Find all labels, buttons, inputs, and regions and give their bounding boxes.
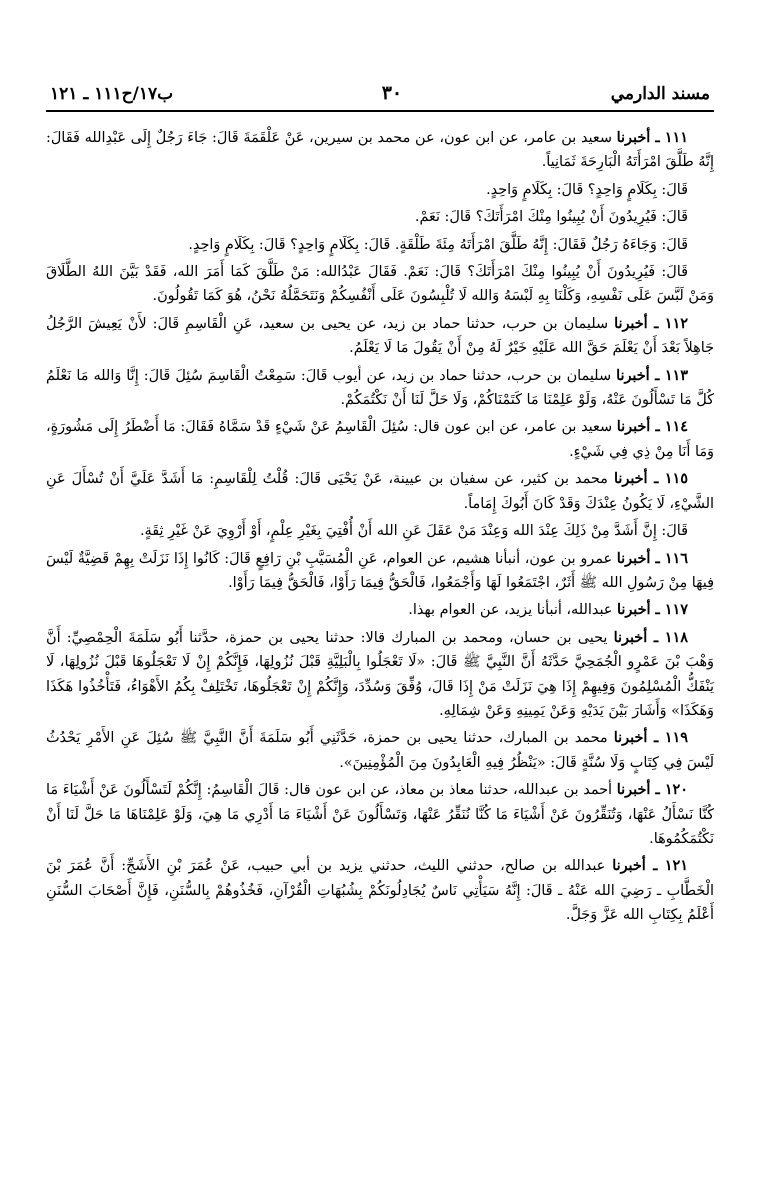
hadith-lead: أخبرنا	[616, 781, 651, 799]
hadith-lead: أخبرنا	[613, 729, 648, 747]
page-body	[46, 126, 714, 928]
hadith-text: سليمان بن حرب، حدثنا حماد بن زيد، عن يحيى بن سعيد، عَنِ الْقَاسِمِ قَالَ: لأَنْ يَعِيشَ الرَّجُلُ جَاهِلاً بَعْدَ أَنْ يَعْلَمَ حَقَّ الله عَلَيْهِ خَيْرٌ لَهُ مِنْ أَنْ يَقُولَ مَا لَا يَعْلَمُ.	[46, 315, 714, 357]
hadith-text: عبدالله بن صالح، حدثني الليث، حدثني يزيد بن أبي حبيب، عَنْ عُمَرَ بْنِ الأَشَجِّ: أَنَّ عُمَرَ بْنَ الْخَطَّابِ ـ رَضِيَ الله عَنْهُ ـ قَالَ: إِنَّهُ سَيَأْتِي نَاسٌ يُجَادِلُونَكُمْ بِشُبُهَاتِ الْقُرْآنِ، فَخُذُوهُمْ بِالسُّنَنِ، فَإِنَّ أَصْحَابَ السُّنَنِ أَعْلَمُ بِكِتَابِ الله عَزَّ وَجَلَّ.	[46, 858, 714, 924]
page-number: ٣٠	[381, 82, 403, 104]
book-title: مسند الدارمي	[610, 84, 710, 104]
hadith-text: أحمد بن عبدالله، حدثنا معاذ بن معاذ، عن ابن عون قال: قَالَ الْقَاسِمُ: إِنَّكُمْ لَتَسْأَلُونَ عَنْ أَشْيَاءَ مَا كُنَّا نَسْأَلُ عَنْهَا، وَتُنَقِّرُونَ عَنْ أَشْيَاءَ مَا كُنَّا نُنَقِّرُ عَنْهَا، وَتَسْأَلُونَ عَنْ أَشْيَاءَ مَا أَدْرِي مَا هِيَ، وَلَوْ عَلِمْنَاهَا مَا حَلَّ لَنَا أَنْ نَكْتُمَكُمُوهَا.	[46, 782, 714, 847]
hadith-lead: أخبرنا	[612, 857, 646, 875]
hadith-111-line	[46, 233, 714, 257]
hadith-text: سعيد بن عامر، عن ابن عون، عن محمد بن سيرين، عَنْ عَلْقَمَةَ قَالَ: جَاءَ رَجُلٌ إِلَى عَبْدِالله فَقَالَ: إِنَّهُ طَلَّقَ امْرَأَتَهُ الْبَارِحَةَ ثَمَانِياً.	[46, 130, 714, 171]
hadith-text: سعيد بن عامر، عن ابن عون قال: سُئِلَ الْقَاسِمُ عَنْ شَيْءٍ قَدْ سَمَّاهُ فَقَالَ: مَا أَضْطَرُ إِلَى مَشُورَةٍ، وَمَا أَنَا مِنْ ذِي فِي شَيْءٍ.	[46, 419, 714, 460]
hadith-120: ١٢٠ ـ أخبرنا أحمد بن عبدالله، حدثنا معاذ بن معاذ، عن ابن عون قال: قَالَ الْقَاسِمُ: إِنَّكُمْ لَتَسْأَلُونَ عَنْ أَشْيَاءَ مَا كُنَّا نَسْأَلُ عَنْهَا، وَتُنَقِّرُونَ عَنْ أَشْيَاءَ مَا كُنَّا نُنَقِّرُ عَنْهَا، وَتَسْأَلُونَ عَنْ أَشْيَاءَ مَا أَدْرِي مَا هِيَ، وَلَوْ عَلِمْنَاهَا مَا حَلَّ لَنَا أَنْ نَكْتُمَكُمُوهَا.	[46, 781, 714, 847]
hadith-118: ١١٨ ـ أخبرنا يحيى بن حسان، ومحمد بن المبارك قالا: حدثنا يحيى بن حمزة، حدَّثنا أَبُو سَلَمَةَ الْحِمْصِيِّ: أَنَّ وَهْبَ بْنَ عَمْرٍو الْجُمَحِيَّ حَدَّثَهُ أَنَّ النَّبِيَّ ﷺ قَالَ: «لَا تَعْجَلُوا بِالْبَلِيَّةِ قَبْلَ نُزُولِهَا، فَإِنَّكُمْ إِنْ لَا تَعْجَلُوهَا قَبْلَ نُزُولِهَا، لَا يَنْفَكُّ الْمُسْلِمُونَ وَفِيهِمْ إِذَا هِيَ نَزَلَتْ مَنْ إِذَا قَالَ، وُفِّقَ وَسُدِّدَ، وَإِنَّكُمْ إِنْ تَعْجَلُوهَا، تَخْتَلِفْ بِكُمُ الأَهْوَاءُ، فَتَأْخُذُوا هَكَذَا وَهَكَذَا» وَأَشَارَ بَيْنَ يَدَيْهِ وَعَنْ يَمِينِهِ وَعَنْ شِمَالِهِ.	[46, 628, 714, 719]
hadith-111-line	[46, 178, 714, 202]
hadith-number: ١١٧	[664, 601, 688, 619]
hadith-text: قَالَ: وَجَاءَهُ رَجُلٌ فَقَالَ: إِنَّهُ طَلَّقَ امْرَأَتَهُ مِئَةَ طَلْقَةٍ. قَالَ: بِكَلَامٍ وَاحِدٍ؟ قَالَ: بِكَلَامٍ وَاحِدٍ.	[188, 236, 688, 253]
hadith-lead: أخبرنا	[613, 470, 648, 488]
hadith-112: ١١٢ ـ أخبرنا سليمان بن حرب، حدثنا حماد بن زيد، عن يحيى بن سعيد، عَنِ الْقَاسِمِ قَالَ: لأَنْ يَعِيشَ الرَّجُلُ جَاهِلاً بَعْدَ أَنْ يَعْلَمَ حَقَّ الله عَلَيْهِ خَيْرٌ لَهُ مِنْ أَنْ يَقُولَ مَا لَا يَعْلَمُ.	[46, 314, 714, 357]
hadith-number: ١١٣	[664, 366, 689, 384]
hadith-number: ١١٦	[664, 549, 689, 567]
hadith-lead: أخبرنا	[614, 314, 648, 332]
hadith-117: ١١٧ ـ أخبرنا عبدالله، أنبأنا يزيد، عن العوام بهذا.	[408, 601, 688, 619]
hadith-lead: أخبرنا	[616, 129, 651, 146]
hadith-lead: أخبرنا	[616, 549, 651, 567]
hadith-lead: أخبرنا	[616, 418, 651, 436]
hadith-text: عمرو بن عون، أنبأنا هشيم، عن العوام، عَنِ الْمُسَيَّبِ بْنِ رَافِعٍ قَالَ: كَانُوا إِذَا نَزَلَتْ بِهِمْ قَضِيَّةٌ لَيْسَ فِيهَا مِنْ رَسُولِ الله ﷺ أَثَرٌ، اجْتَمَعُوا لَهَا وَأَجْمَعُوا، فَالْحَقُّ فِيمَا رَأَوْا، فَالْحَقُّ فِيمَا رَأَوْا.	[46, 550, 714, 591]
hadith-text: قَالَ: بِكَلَامٍ وَاحِدٍ؟ قَالَ: بِكَلَامٍ وَاحِدٍ.	[486, 181, 688, 198]
hadith-115-line	[46, 519, 714, 543]
hadith-number: ١١٢	[664, 314, 688, 332]
hadith-number: ١١٤	[664, 418, 688, 436]
hadith-113: ١١٣ ـ أخبرنا سليمان بن حرب، حدثنا حماد بن زيد، عن أيوب قَالَ: سَمِعْتُ الْقَاسِمَ سُئِلَ قَالَ: إِنَّا وَالله مَا نَعْلَمُ كُلَّ مَا تَسْأَلُونَ عَنْهُ، وَلَوْ عَلِمْنَا مَا كَتَمْنَاكُمْ، وَلَا حَلَّ لَنَا أَنْ نَكْتُمَكُمْ.	[46, 366, 714, 409]
hadith-114: ١١٤ ـ أخبرنا سعيد بن عامر، عن ابن عون قال: سُئِلَ الْقَاسِمُ عَنْ شَيْءٍ قَدْ سَمَّاهُ فَقَالَ: مَا أَضْطَرُ إِلَى مَشُورَةٍ، وَمَا أَنَا مِنْ ذِي فِي شَيْءٍ.	[46, 418, 714, 460]
hadith-119: ١١٩ ـ أخبرنا محمد بن المبارك، حدثنا يحيى بن حمزة، حَدَّثَنِي أَبُو سَلَمَةَ أَنَّ النَّبِيَّ ﷺ سُئِلَ عَنِ الأَمْرِ يَحْدُثُ لَيْسَ فِي كِتَابٍ وَلَا سُنَّةٍ قَالَ: «يَنْظُرُ فِيهِ الْعَابِدُونَ مِنَ الْمُؤْمِنِينَ».	[46, 729, 714, 771]
hadith-text: عبدالله، أنبأنا يزيد، عن العوام بهذا.	[408, 602, 613, 619]
hadith-111: ١١١ ـ أخبرنا سعيد بن عامر، عن ابن عون، عن محمد بن سيرين، عَنْ عَلْقَمَةَ قَالَ: جَاءَ رَجُلٌ إِلَى عَبْدِالله فَقَالَ: إِنَّهُ طَلَّقَ امْرَأَتَهُ الْبَارِحَةَ ثَمَانِياً.	[46, 129, 714, 171]
hadith-reference: ب١٧/ح١١١ ـ ١٢١	[50, 84, 174, 104]
hadith-text: محمد بن المبارك، حدثنا يحيى بن حمزة، حَدَّثَنِي أَبُو سَلَمَةَ أَنَّ النَّبِيَّ ﷺ سُئِلَ عَنِ الأَمْرِ يَحْدُثُ لَيْسَ فِي كِتَابٍ وَلَا سُنَّةٍ قَالَ: «يَنْظُرُ فِيهِ الْعَابِدُونَ مِنَ الْمُؤْمِنِينَ».	[46, 730, 714, 771]
hadith-lead: أخبرنا	[616, 366, 650, 384]
hadith-111-line	[46, 205, 714, 229]
hadith-text: قَالَ: إِنَّ أَشَدَّ مِنْ ذَلِكَ عِنْدَ الله وَعِنْدَ مَنْ عَقَلَ عَنِ الله أَنْ أُفْتِيَ بِغَيْرِ عِلْمٍ، أَوْ أَرْوِيَ عَنْ غَيْرِ ثِقَةٍ.	[139, 523, 688, 540]
hadith-text: قَالَ: فَيُرِيدُونَ أَنْ يُبِينُوا مِنْكَ امْرَأَتَكَ؟ قَالَ: نَعَمْ.	[414, 209, 688, 226]
hadith-number: ١٢١	[664, 857, 688, 875]
hadith-115: ١١٥ ـ أخبرنا محمد بن كثير، عن سفيان بن عيينة، عَنْ يَحْيَى قَالَ: قُلْتُ لِلْقَاسِمِ: مَا أَشَدَّ عَلَيَّ أَنْ تُسْأَلَ عَنِ الشَّيْءِ، لَا يَكُونُ عِنْدَكَ وَقَدْ كَانَ أَبُوكَ إِمَاماً.	[46, 470, 714, 512]
hadith-121: ١٢١ ـ أخبرنا عبدالله بن صالح، حدثني الليث، حدثني يزيد بن أبي حبيب، عَنْ عُمَرَ بْنِ الأَشَجِّ: أَنَّ عُمَرَ بْنَ الْخَطَّابِ ـ رَضِيَ الله عَنْهُ ـ قَالَ: إِنَّهُ سَيَأْتِي نَاسٌ يُجَادِلُونَكُمْ بِشُبُهَاتِ الْقُرْآنِ، فَخُذُوهُمْ بِالسُّنَنِ، فَإِنَّ أَصْحَابَ السُّنَنِ أَعْلَمُ بِكِتَابِ الله عَزَّ وَجَلَّ.	[46, 857, 714, 924]
hadith-lead: أخبرنا	[613, 628, 648, 646]
hadith-number: ١٢٠	[664, 781, 689, 799]
hadith-text: قَالَ: فَيُرِيدُونَ أَنْ يُبِينُوا مِنْكَ امْرَأَتَكَ؟ قَالَ: نَعَمْ. فَقَالَ عَبْدُالله: مَنْ طَلَّقَ كَمَا أَمَرَ الله، فَقَدْ بَيَّنَ اللهُ الطَّلَاقَ وَمَنْ لَبَّسَ عَلَى نَفْسِهِ، وَكَلْنَا بِهِ لَبْسَهُ وَالله لَا تُلْبِسُونَ عَلَى أَنْفُسِكُمْ وَنَتَحَمَّلُهُ نَحْنُ، هُوَ كَمَا تَقُولُونَ.	[46, 264, 714, 305]
hadith-116: ١١٦ ـ أخبرنا عمرو بن عون، أنبأنا هشيم، عن العوام، عَنِ الْمُسَيَّبِ بْنِ رَافِعٍ قَالَ: كَانُوا إِذَا نَزَلَتْ بِهِمْ قَضِيَّةٌ لَيْسَ فِيهَا مِنْ رَسُولِ الله ﷺ أَثَرٌ، اجْتَمَعُوا لَهَا وَأَجْمَعُوا، فَالْحَقُّ فِيمَا رَأَوْا، فَالْحَقُّ فِيمَا رَأَوْا.	[46, 549, 714, 591]
hadith-number: ١١١	[664, 129, 688, 146]
hadith-number: ١١٥	[664, 470, 688, 488]
hadith-text: يحيى بن حسان، ومحمد بن المبارك قالا: حدثنا يحيى بن حمزة، حدَّثنا أَبُو سَلَمَةَ الْحِمْصِيِّ: أَنَّ وَهْبَ بْنَ عَمْرٍو الْجُمَحِيَّ حَدَّثَهُ أَنَّ النَّبِيَّ ﷺ قَالَ: «لَا تَعْجَلُوا بِالْبَلِيَّةِ قَبْلَ نُزُولِهَا، فَإِنَّكُمْ إِنْ لَا تَعْجَلُوهَا قَبْلَ نُزُولِهَا، لَا يَنْفَكُّ الْمُسْلِمُونَ وَفِيهِمْ إِذَا هِيَ نَزَلَتْ مَنْ إِذَا قَالَ، وُفِّقَ وَسُدِّدَ، وَإِنَّكُمْ إِنْ تَعْجَلُوهَا، تَخْتَلِفْ بِكُمُ الأَهْوَاءُ، فَتَأْخُذُوا هَكَذَا وَهَكَذَا» وَأَشَارَ بَيْنَ يَدَيْهِ وَعَنْ يَمِينِهِ وَعَنْ شِمَالِهِ.	[46, 629, 714, 719]
hadith-lead: أخبرنا	[616, 601, 651, 619]
hadith-number: ١١٨	[664, 628, 688, 646]
page-header	[46, 82, 714, 112]
hadith-text: سليمان بن حرب، حدثنا حماد بن زيد، عن أيوب قَالَ: سَمِعْتُ الْقَاسِمَ سُئِلَ قَالَ: إِنَّا وَالله مَا نَعْلَمُ كُلَّ مَا تَسْأَلُونَ عَنْهُ، وَلَوْ عَلِمْنَا مَا كَتَمْنَاكُمْ، وَلَا حَلَّ لَنَا أَنْ نَكْتُمَكُمْ.	[46, 367, 714, 409]
hadith-111-line	[46, 260, 714, 309]
hadith-number: ١١٩	[664, 729, 688, 747]
hadith-text: محمد بن كثير، عن سفيان بن عيينة، عَنْ يَحْيَى قَالَ: قُلْتُ لِلْقَاسِمِ: مَا أَشَدَّ عَلَيَّ أَنْ تُسْأَلَ عَنِ الشَّيْءِ، لَا يَكُونُ عِنْدَكَ وَقَدْ كَانَ أَبُوكَ إِمَاماً.	[46, 471, 714, 512]
